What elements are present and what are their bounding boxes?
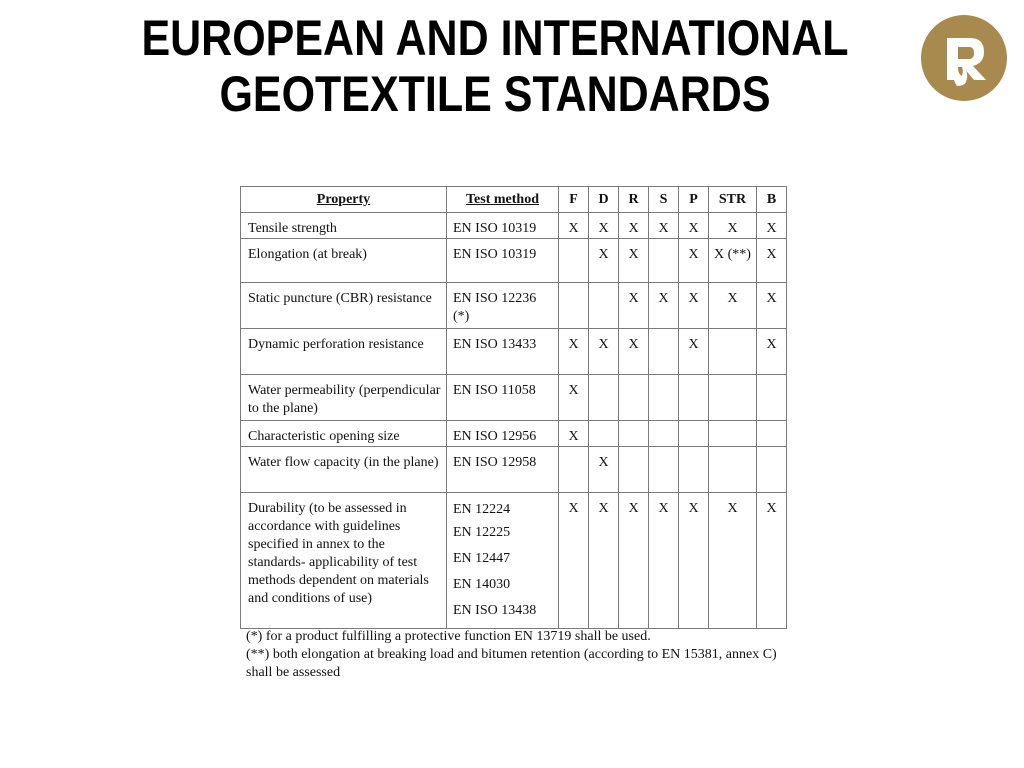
mark-cell-r: X bbox=[619, 213, 649, 239]
header-s: S bbox=[649, 187, 679, 213]
footnotes bbox=[246, 628, 792, 682]
test-method-cell: EN ISO 12958 bbox=[447, 447, 559, 493]
mark-cell-b: X bbox=[757, 329, 787, 375]
durability-mark-p: X bbox=[679, 493, 709, 629]
mark-cell-str: X bbox=[709, 213, 757, 239]
test-method-cell: EN ISO 10319 bbox=[447, 239, 559, 283]
durability-mark-r: X bbox=[619, 493, 649, 629]
mark-cell-str: X bbox=[709, 283, 757, 329]
mark-cell-b bbox=[757, 447, 787, 493]
durability-mark-d: X bbox=[589, 493, 619, 629]
table-body bbox=[241, 213, 787, 629]
reliance-logo-icon bbox=[920, 14, 1008, 102]
mark-cell-b: X bbox=[757, 213, 787, 239]
durability-mark-str: X bbox=[709, 493, 757, 629]
mark-cell-s: X bbox=[649, 283, 679, 329]
mark-cell-r: X bbox=[619, 283, 649, 329]
mark-cell-str bbox=[709, 329, 757, 375]
mark-cell-r bbox=[619, 447, 649, 493]
mark-cell-s bbox=[649, 239, 679, 283]
mark-cell-s bbox=[649, 447, 679, 493]
test-method-cell: EN ISO 13433 bbox=[447, 329, 559, 375]
mark-cell-r bbox=[619, 421, 649, 447]
mark-cell-r: X bbox=[619, 329, 649, 375]
mark-cell-s bbox=[649, 421, 679, 447]
table-row bbox=[241, 447, 787, 493]
header-b: B bbox=[757, 187, 787, 213]
header-p: P bbox=[679, 187, 709, 213]
mark-cell-f: X bbox=[559, 421, 589, 447]
mark-cell-d bbox=[589, 375, 619, 421]
header-r: R bbox=[619, 187, 649, 213]
mark-cell-p bbox=[679, 375, 709, 421]
property-cell: Dynamic perforation resistance bbox=[241, 329, 447, 375]
mark-cell-s bbox=[649, 375, 679, 421]
mark-cell-f: X bbox=[559, 329, 589, 375]
mark-cell-s: X bbox=[649, 213, 679, 239]
footnote-1: (*) for a product fulfilling a protective function EN 13719 shall be used. bbox=[246, 629, 651, 644]
durability-methods-cell bbox=[447, 493, 559, 629]
header-property: Property bbox=[241, 187, 447, 213]
property-cell: Elongation (at break) bbox=[241, 239, 447, 283]
mark-cell-r bbox=[619, 375, 649, 421]
table-row bbox=[241, 375, 787, 421]
mark-cell-p: X bbox=[679, 239, 709, 283]
property-cell: Water flow capacity (in the plane) bbox=[241, 447, 447, 493]
mark-cell-s bbox=[649, 329, 679, 375]
header-test-method: Test method bbox=[447, 187, 559, 213]
mark-cell-f: X bbox=[559, 375, 589, 421]
standards-table bbox=[240, 186, 787, 629]
property-cell: Tensile strength bbox=[241, 213, 447, 239]
mark-cell-p: X bbox=[679, 213, 709, 239]
table-header-row bbox=[241, 187, 787, 213]
mark-cell-b: X bbox=[757, 239, 787, 283]
durability-method: EN ISO 13438 bbox=[453, 603, 537, 618]
slide-title bbox=[121, 10, 869, 122]
mark-cell-f: X bbox=[559, 213, 589, 239]
mark-cell-f bbox=[559, 447, 589, 493]
durability-mark-f: X bbox=[559, 493, 589, 629]
table-row bbox=[241, 421, 787, 447]
mark-cell-b bbox=[757, 375, 787, 421]
mark-cell-p bbox=[679, 421, 709, 447]
table-row bbox=[241, 283, 787, 329]
mark-cell-p: X bbox=[679, 283, 709, 329]
table-row bbox=[241, 213, 787, 239]
header-d: D bbox=[589, 187, 619, 213]
test-method-cell: EN ISO 10319 bbox=[447, 213, 559, 239]
durability-mark-b: X bbox=[757, 493, 787, 629]
mark-cell-str bbox=[709, 375, 757, 421]
mark-cell-str: X (**) bbox=[709, 239, 757, 283]
durability-method: EN 12447 bbox=[453, 551, 511, 566]
mark-cell-d bbox=[589, 283, 619, 329]
property-cell: Static puncture (CBR) resistance bbox=[241, 283, 447, 329]
mark-cell-b bbox=[757, 421, 787, 447]
slide-title-line-2: GEOTEXTILE STANDARDS bbox=[219, 66, 771, 122]
mark-cell-r: X bbox=[619, 239, 649, 283]
mark-cell-f bbox=[559, 239, 589, 283]
durability-property-cell: Durability (to be assessed in accordance with guidelines specified in annex to the standards- applicability of test methods dependent on materials and conditions of use) bbox=[241, 493, 447, 629]
slide-title-line-1: EUROPEAN AND INTERNATIONAL bbox=[141, 10, 849, 66]
header-str: STR bbox=[709, 187, 757, 213]
mark-cell-p bbox=[679, 447, 709, 493]
mark-cell-d: X bbox=[589, 447, 619, 493]
mark-cell-d: X bbox=[589, 329, 619, 375]
mark-cell-str bbox=[709, 421, 757, 447]
mark-cell-d bbox=[589, 421, 619, 447]
durability-method: EN 14030 bbox=[453, 577, 511, 592]
footnote-2: (**) both elongation at breaking load and bitumen retention (according to EN 15381, annex C) shall be assessed bbox=[246, 647, 777, 680]
table-row-durability bbox=[241, 493, 787, 629]
table-row bbox=[241, 239, 787, 283]
durability-method: EN 12224 bbox=[453, 502, 511, 517]
mark-cell-str bbox=[709, 447, 757, 493]
mark-cell-b: X bbox=[757, 283, 787, 329]
mark-cell-f bbox=[559, 283, 589, 329]
durability-mark-s: X bbox=[649, 493, 679, 629]
mark-cell-p: X bbox=[679, 329, 709, 375]
mark-cell-d: X bbox=[589, 239, 619, 283]
test-method-cell: EN ISO 12956 bbox=[447, 421, 559, 447]
durability-method: EN 12225 bbox=[453, 525, 511, 540]
header-f: F bbox=[559, 187, 589, 213]
table-row bbox=[241, 329, 787, 375]
property-cell: Water permeability (perpendicular to the plane) bbox=[241, 375, 447, 421]
test-method-cell: EN ISO 11058 bbox=[447, 375, 559, 421]
mark-cell-d: X bbox=[589, 213, 619, 239]
test-method-cell: EN ISO 12236 (*) bbox=[447, 283, 559, 329]
property-cell: Characteristic opening size bbox=[241, 421, 447, 447]
